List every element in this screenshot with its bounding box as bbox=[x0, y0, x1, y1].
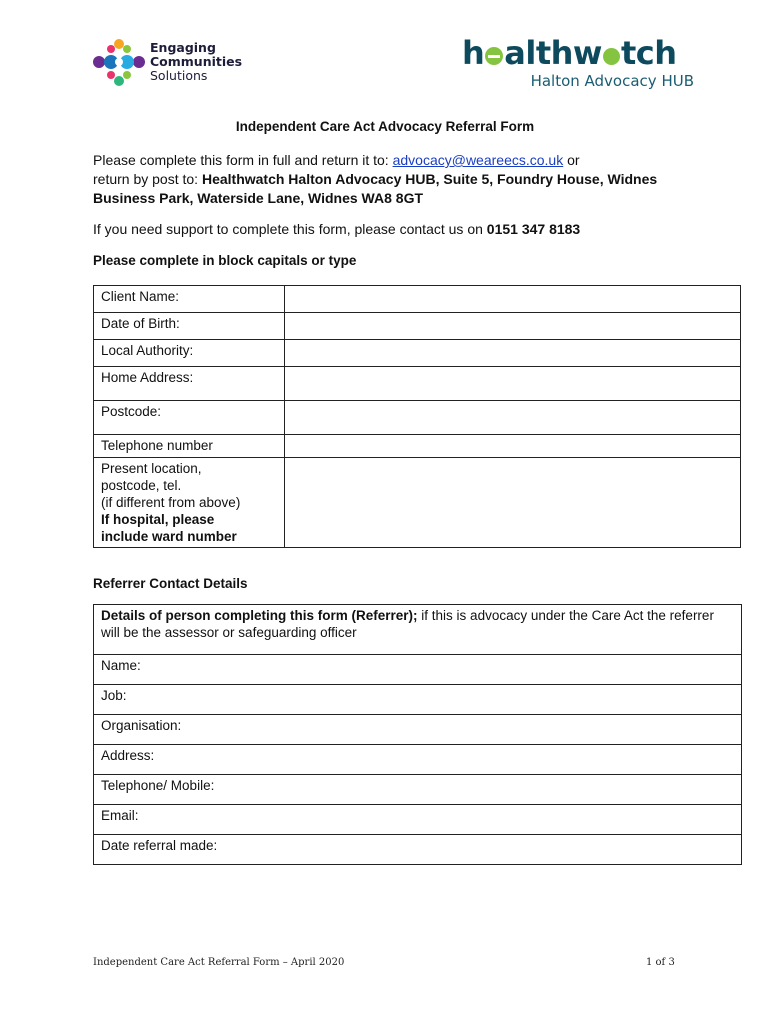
table-row bbox=[94, 805, 742, 835]
healthwatch-logo bbox=[462, 36, 702, 92]
ecs-logo-mark-icon bbox=[92, 36, 152, 90]
ecs-line1: Engaging bbox=[150, 40, 216, 55]
client-name-field[interactable] bbox=[285, 286, 741, 313]
table-row bbox=[94, 367, 741, 401]
home-address-label: Home Address: bbox=[94, 367, 285, 401]
table-row bbox=[94, 715, 742, 745]
table-row bbox=[94, 605, 742, 655]
postcode-field[interactable] bbox=[285, 401, 741, 435]
referrer-job-field[interactable]: Job: bbox=[94, 685, 742, 715]
ecs-line2: Communities bbox=[150, 54, 243, 69]
referrer-address-field[interactable]: Address: bbox=[94, 745, 742, 775]
table-row bbox=[94, 340, 741, 367]
referrer-heading: Referrer Contact Details bbox=[93, 576, 248, 591]
table-row bbox=[94, 775, 742, 805]
local-authority-label: Local Authority: bbox=[94, 340, 285, 367]
table-row bbox=[94, 835, 742, 865]
referrer-intro: Details of person completing this form (Referrer); if this is advocacy under the Care Act the referrer will be the assessor or safeguarding officer bbox=[94, 605, 742, 655]
present-location-label: Present location, postcode, tel. (if different from above) If hospital, please include ward number bbox=[94, 458, 285, 548]
dob-label: Date of Birth: bbox=[94, 313, 285, 340]
local-authority-field[interactable] bbox=[285, 340, 741, 367]
form-title: Independent Care Act Advocacy Referral Form bbox=[235, 119, 535, 134]
referrer-details-table bbox=[93, 604, 742, 865]
footer-left: Independent Care Act Referral Form – April 2020 bbox=[93, 957, 345, 968]
dob-field[interactable] bbox=[285, 313, 741, 340]
healthwatch-a-icon bbox=[603, 48, 620, 65]
referrer-name-field[interactable]: Name: bbox=[94, 655, 742, 685]
healthwatch-subtitle: Halton Advocacy HUB bbox=[530, 72, 694, 90]
table-row bbox=[94, 435, 741, 458]
table-row bbox=[94, 685, 742, 715]
present-location-field[interactable] bbox=[285, 458, 741, 548]
post-address: Healthwatch Halton Advocacy HUB, Suite 5, Foundry House, Widnes Business Park, Waterside Lane, Widnes WA8 8GT bbox=[93, 171, 658, 206]
home-address-field[interactable] bbox=[285, 367, 741, 401]
referral-date-field[interactable]: Date referral made: bbox=[94, 835, 742, 865]
referrer-organisation-field[interactable]: Organisation: bbox=[94, 715, 742, 745]
intro-paragraph: Please complete this form in full and return it to: advocacy@weareecs.co.uk or return by post to: Healthwatch Halton Advocacy HUB, Suite 5, Foundry House, Widnes Business Park, Waterside Lane, Widnes WA8 8GT bbox=[93, 152, 658, 206]
table-row bbox=[94, 313, 741, 340]
page-number: 1 of 3 bbox=[646, 957, 675, 968]
referrer-email-field[interactable]: Email: bbox=[94, 805, 742, 835]
healthwatch-wordmark: h althw tch bbox=[462, 34, 677, 72]
table-row bbox=[94, 286, 741, 313]
email-link[interactable]: advocacy@weareecs.co.uk bbox=[392, 152, 564, 168]
ecs-logo-text bbox=[150, 41, 242, 83]
table-row bbox=[94, 458, 741, 548]
telephone-field[interactable] bbox=[285, 435, 741, 458]
table-row bbox=[94, 401, 741, 435]
client-name-label: Client Name: bbox=[94, 286, 285, 313]
support-paragraph: If you need support to complete this form, please contact us on 0151 347 8183 bbox=[93, 221, 581, 237]
support-phone: 0151 347 8183 bbox=[486, 221, 581, 237]
referrer-telephone-field[interactable]: Telephone/ Mobile: bbox=[94, 775, 742, 805]
ecs-line3: Solutions bbox=[150, 68, 208, 83]
telephone-label: Telephone number bbox=[94, 435, 285, 458]
table-row bbox=[94, 745, 742, 775]
healthwatch-e-icon bbox=[485, 47, 503, 65]
instruction-heading: Please complete in block capitals or type bbox=[93, 253, 357, 268]
client-details-table bbox=[93, 285, 741, 548]
postcode-label: Postcode: bbox=[94, 401, 285, 435]
table-row bbox=[94, 655, 742, 685]
